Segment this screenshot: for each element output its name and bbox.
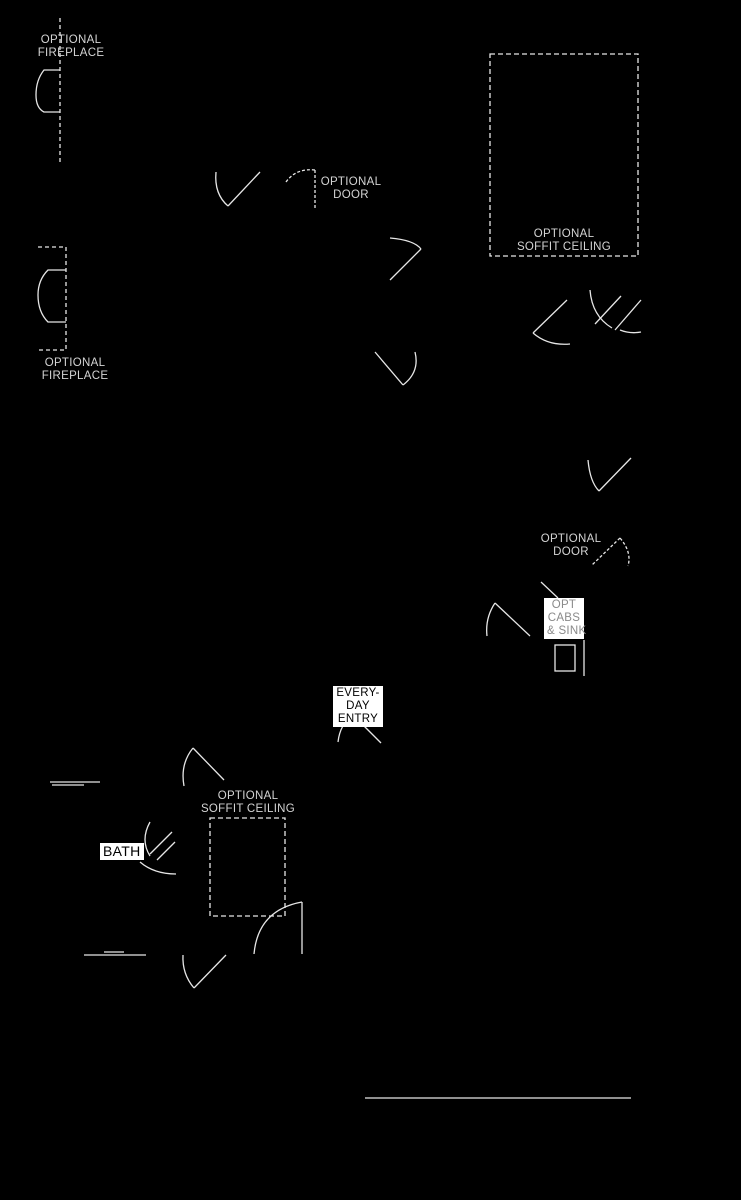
everyday-entry-line3: ENTRY (337, 713, 379, 725)
everyday-entry-line1: EVERY- (336, 687, 380, 699)
everyday-entry-label (333, 686, 383, 727)
soffit-top-line1: OPTIONAL (533, 228, 595, 240)
fireplace-mid-line1: OPTIONAL (44, 357, 106, 369)
door-mid-line2: DOOR (553, 546, 589, 558)
door-swing-right-single (533, 300, 570, 344)
door-swing-center-lower (375, 352, 416, 385)
fireplace-mid-symbol (38, 247, 66, 350)
fireplace-top-line1: OPTIONAL (40, 34, 102, 46)
cabs-sink-label (544, 598, 587, 639)
soffit-bottom-label (194, 790, 302, 816)
door-swing-upper-left (216, 172, 260, 206)
door-swing-right-lower (588, 458, 631, 491)
soffit-bottom-line2: SOFFIT CEILING (200, 803, 296, 815)
door-swing-soffit-corner (254, 902, 302, 954)
door-swing-lower-left-bottom (183, 955, 226, 988)
soffit-top-line2: SOFFIT CEILING (516, 241, 612, 253)
door-swing-right-double (590, 290, 641, 333)
cabs-sink-line1: OPT (551, 599, 577, 611)
fireplace-top-label (36, 34, 106, 60)
soffit-top-outline (490, 54, 638, 256)
door-top-label (318, 176, 384, 202)
soffit-top-label (510, 228, 618, 254)
door-mid-line1: OPTIONAL (540, 533, 602, 545)
door-top-line2: DOOR (333, 189, 369, 201)
door-top-line1: OPTIONAL (320, 176, 382, 188)
fireplace-top-line2: FIREPLACE (37, 47, 105, 59)
door-swing-bath (140, 822, 176, 874)
cabs-sink-line3: & SINK (547, 625, 587, 637)
fireplace-mid-line2: FIREPLACE (41, 370, 109, 382)
cabs-sink-line2: CABS (547, 612, 581, 624)
everyday-entry-line2: DAY (346, 700, 370, 712)
door-mid-label (536, 533, 606, 559)
door-swing-lower-left-upper (183, 748, 224, 786)
door-swing-optional-top (286, 170, 315, 210)
bath-label: BATH (100, 843, 144, 860)
door-swing-center-upper (390, 238, 421, 280)
soffit-bottom-outline (210, 818, 285, 916)
fireplace-mid-label (40, 357, 110, 383)
sink-symbol (555, 640, 584, 676)
wall-lines (50, 782, 631, 1098)
soffit-bottom-line1: OPTIONAL (217, 790, 279, 802)
